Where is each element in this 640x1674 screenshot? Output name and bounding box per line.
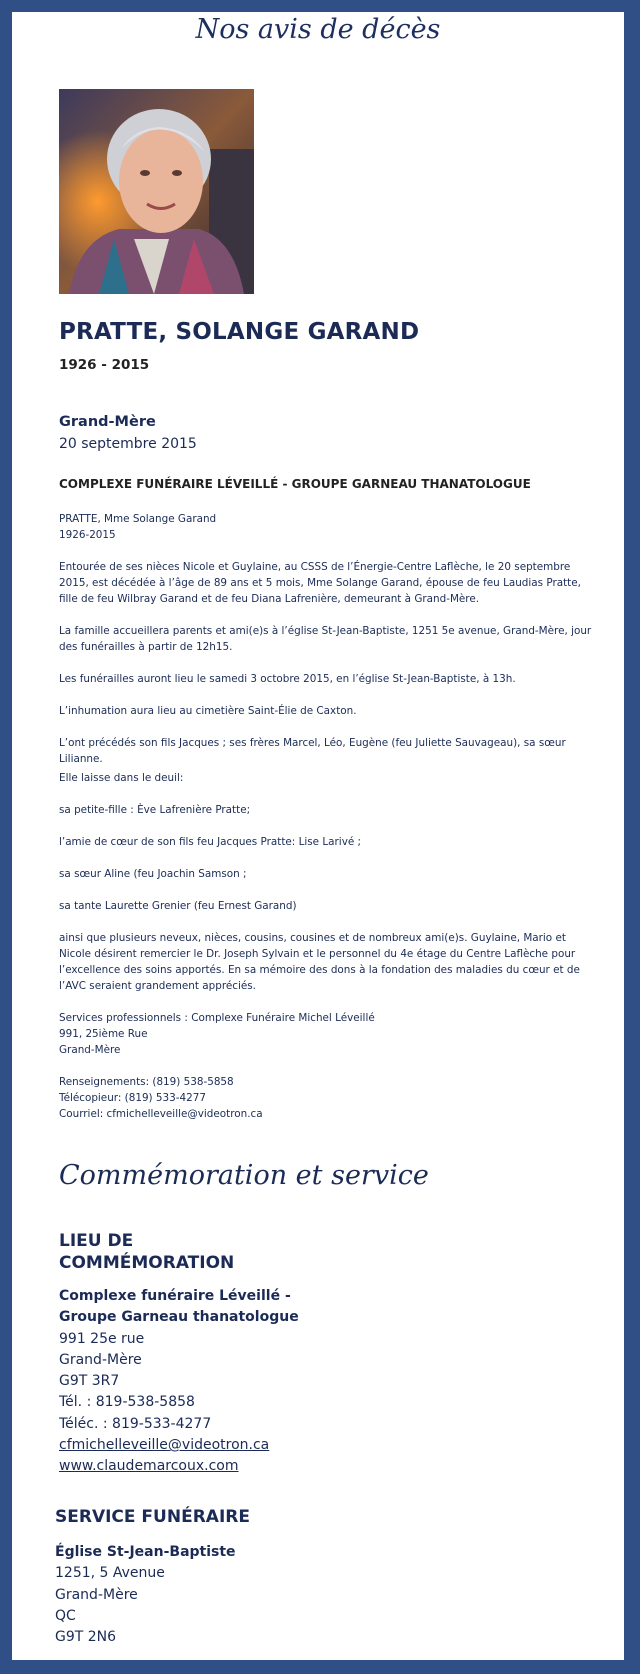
place-city: Grand-Mère	[59, 1351, 142, 1368]
obituary-paragraph: sa tante Laurette Grenier (feu Ernest Garand)	[59, 900, 297, 912]
text-years-line: 1926-2015	[59, 529, 116, 541]
place-heading-line: COMMÉMORATION	[59, 1253, 235, 1273]
obituary-text-block	[59, 511, 599, 543]
deceased-years: 1926 - 2015	[59, 357, 150, 373]
place-name: Complexe funéraire Léveillé -	[59, 1288, 291, 1304]
funeral-home-name: COMPLEXE FUNÉRAIRE LÉVEILLÉ - GROUPE GARNEAU THANATOLOGUE	[59, 477, 531, 491]
contact-line: Renseignements: (819) 538-5858	[59, 1076, 234, 1088]
relation-label: Grand-Mère	[59, 414, 156, 430]
service-address: 1251, 5 Avenue	[55, 1565, 165, 1582]
contact-line: Courriel: cfmichelleveille@videotron.ca	[59, 1108, 263, 1120]
service-heading: SERVICE FUNÉRAIRE	[55, 1507, 250, 1527]
contact-line: Télécopieur: (819) 533-4277	[59, 1092, 206, 1104]
obituary-frame	[12, 12, 624, 1660]
obituary-paragraph: L’inhumation aura lieu au cimetière Saint-Élie de Caxton.	[59, 705, 357, 717]
text-name-line: PRATTE, Mme Solange Garand	[59, 513, 217, 525]
place-postal: G9T 3R7	[59, 1373, 120, 1390]
place-fax: Téléc. : 819-533-4277	[59, 1415, 212, 1432]
obituary-paragraph: l’amie de cœur de son fils feu Jacques Pratte: Lise Larivé ;	[59, 836, 362, 848]
services-line: 991, 25ième Rue	[59, 1028, 148, 1040]
place-heading-line: LIEU DE	[59, 1231, 134, 1251]
service-postal: G9T 2N6	[55, 1629, 117, 1646]
place-address: 991 25e rue	[59, 1330, 145, 1347]
deceased-photo	[59, 89, 254, 294]
services-line: Grand-Mère	[59, 1044, 121, 1056]
obituary-paragraph: sa sœur Aline (feu Joachin Samson ;	[59, 868, 247, 880]
services-block	[59, 1010, 599, 1058]
service-church: Église St-Jean-Baptiste	[55, 1544, 236, 1560]
service-city: Grand-Mère	[55, 1586, 138, 1603]
deceased-name: PRATTE, SOLANGE GARAND	[59, 319, 420, 345]
commemoration-title: Commémoration et service	[59, 1160, 429, 1191]
service-info	[55, 1542, 236, 1648]
obituary-paragraph: sa petite-fille : Ève Lafrenière Pratte;	[59, 804, 251, 816]
obituary-paragraph: ainsi que plusieurs neveux, nièces, cousins, cousines et de nombreux ami(e)s. Guylaine, Mario et Nicole désirent remercier le Dr. Joseph Sylvain et le personnel du 4e étage du Centre Laflèche pour l’excellence des soins apportés. En sa mémoire des dons à la fondation des maladies du cœur et de l’AVC seraient grandement appréciés.	[59, 932, 580, 992]
place-info	[59, 1286, 299, 1478]
place-email-link[interactable]: cfmichelleveille@videotron.ca	[59, 1437, 270, 1454]
obituary-paragraph: Elle laisse dans le deuil:	[59, 772, 184, 784]
page-title: Nos avis de décès	[195, 14, 441, 45]
contact-block	[59, 1074, 599, 1122]
place-website-link[interactable]: www.claudemarcoux.com	[59, 1458, 239, 1475]
place-name: Groupe Garneau thanatologue	[59, 1309, 299, 1326]
obituary-paragraph: L’ont précédés son fils Jacques ; ses frères Marcel, Léo, Eugène (feu Juliette Sauvageau), sa sœur Lilianne.	[59, 737, 566, 765]
place-heading	[59, 1230, 234, 1274]
obituary-paragraph: Les funérailles auront lieu le samedi 3 octobre 2015, en l’église St-Jean-Baptiste, à 13h.	[59, 673, 516, 685]
obituary-paragraph: Entourée de ses nièces Nicole et Guylaine, au CSSS de l’Énergie-Centre Laflèche, le 20 septembre 2015, est décédée à l’âge de 89 ans et 5 mois, Mme Solange Garand, épouse de feu Laudias Pratte, fille de feu Wilbray Garand et de feu Diana Lafrenière, demeurant à Grand-Mère.	[59, 561, 581, 605]
service-province: QC	[55, 1607, 76, 1624]
services-line: Services professionnels : Complexe Funéraire Michel Léveillé	[59, 1012, 375, 1024]
place-phone: Tél. : 819-538-5858	[59, 1394, 195, 1411]
death-date: 20 septembre 2015	[59, 436, 197, 452]
obituary-paragraph: La famille accueillera parents et ami(e)s à l’église St-Jean-Baptiste, 1251 5e avenue, Grand-Mère, jour des funérailles à partir de 12h15.	[59, 625, 592, 653]
